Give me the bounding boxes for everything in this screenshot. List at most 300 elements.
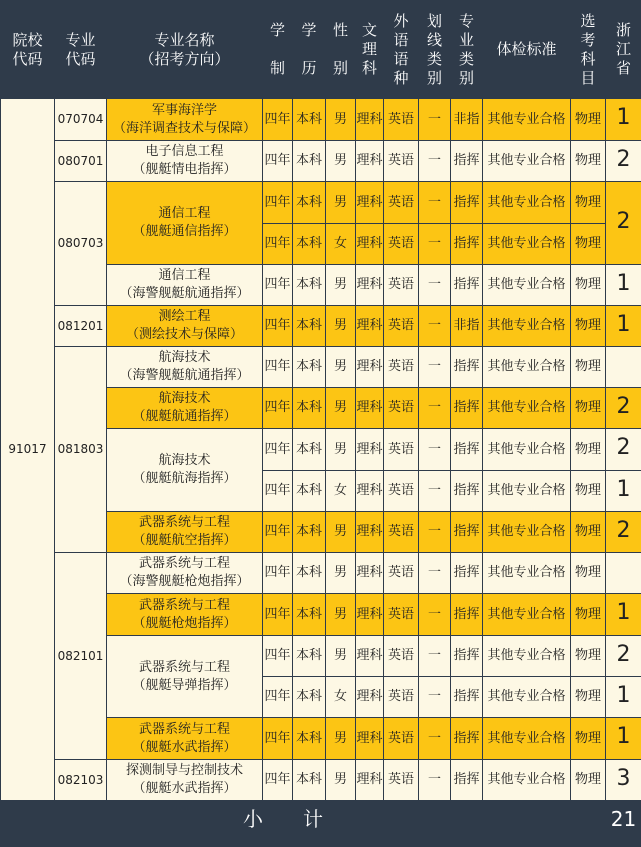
degree-cell [293,182,326,224]
quota-cell [606,718,641,760]
duration-cell [263,636,293,677]
table-row [1,553,641,594]
lang-cell [384,429,419,471]
degree-cell [293,388,326,429]
major-name-cell [107,429,263,512]
physical-cell [483,760,571,801]
physical-cell-text: 其他专业合格 [487,483,566,498]
gender-cell [326,347,356,388]
table-row [1,182,641,224]
quota-cell [606,471,641,512]
gender-cell-text: 男 [333,606,347,622]
major-code-cell-text: 080703 [57,236,104,250]
quota-cell-text: 1 [616,270,631,296]
subject-cell [571,306,606,347]
duration-cell [263,553,293,594]
lang-cell [384,760,419,801]
line-type-cell [419,594,451,636]
gender-cell-text: 男 [333,359,347,374]
gender-cell [326,265,356,306]
header-major-code: 专业 代码 [55,1,107,99]
quota-cell-text: 3 [616,765,631,791]
quota-cell [606,141,641,182]
physical-cell [483,347,571,388]
category-cell [356,553,384,594]
quota-cell [606,553,641,594]
header-subject: 选 考 科 目 [571,1,606,99]
degree-cell [293,718,326,760]
major-code-cell-text: 080701 [57,153,104,168]
gender-cell-text: 女 [333,689,347,704]
subject-cell [571,553,606,594]
gender-cell-text: 女 [333,236,347,251]
major-type-cell-text: 非指 [453,318,480,333]
lang-cell [384,265,419,306]
category-cell [356,677,384,718]
degree-cell [293,636,326,677]
subject-cell-text: 物理 [574,400,601,415]
lang-cell-text: 英语 [387,194,414,210]
lang-cell-text: 英语 [387,400,414,415]
line-type-cell-text: 一 [427,689,441,704]
lang-cell-text: 英语 [387,359,414,374]
gender-cell [326,429,356,471]
line-type-cell-text: 一 [427,153,441,168]
major-name-cell-text: 军事海洋学 （海洋调查技术与保障） [112,102,256,136]
category-cell [356,182,384,224]
major-code-cell [55,99,107,141]
subject-cell-text: 物理 [574,236,601,251]
line-type-cell-text: 一 [427,194,441,210]
physical-cell [483,429,571,471]
subtotal-row [1,801,641,841]
physical-cell-text: 其他专业合格 [487,153,566,168]
major-type-cell [451,636,483,677]
lang-cell-text: 英语 [387,772,414,787]
physical-cell [483,553,571,594]
line-type-cell [419,388,451,429]
gender-cell [326,224,356,265]
degree-cell-text: 本科 [295,111,322,127]
major-name-cell [107,265,263,306]
duration-cell-text: 四年 [264,606,291,622]
lang-cell-text: 英语 [387,277,414,292]
category-cell-text: 理科 [356,277,383,292]
gender-cell-text: 男 [333,318,347,333]
major-type-cell-text: 指挥 [453,400,480,415]
quota-cell [606,760,641,801]
line-type-cell [419,347,451,388]
degree-cell [293,677,326,718]
line-type-cell [419,99,451,141]
category-cell-text: 理科 [356,648,383,663]
subject-cell [571,182,606,224]
physical-cell-text: 其他专业合格 [487,236,566,251]
gender-cell-text: 男 [333,648,347,663]
gender-cell-text: 男 [333,565,347,580]
line-type-cell-text: 一 [427,648,441,663]
degree-cell [293,760,326,801]
subject-cell-text: 物理 [574,111,601,127]
duration-cell-text: 四年 [264,153,291,168]
physical-cell [483,471,571,512]
duration-cell [263,718,293,760]
category-cell [356,388,384,429]
subject-cell-text: 物理 [574,730,601,746]
degree-cell-text: 本科 [295,483,322,498]
lang-cell [384,636,419,677]
quota-cell-text: 1 [616,724,631,749]
lang-cell-text: 英语 [387,111,414,127]
major-name-cell-text: 通信工程 （舰艇通信指挥） [132,206,237,239]
quota-cell [606,99,641,141]
category-cell-text: 理科 [356,194,383,210]
subject-cell-text: 物理 [574,689,601,704]
physical-cell-text: 其他专业合格 [487,730,566,746]
subject-cell-text: 物理 [574,318,601,333]
lang-cell [384,553,419,594]
duration-cell-text: 四年 [264,318,291,333]
major-name-cell [107,182,263,265]
line-type-cell [419,265,451,306]
header-province: 浙 江 省 [606,1,641,99]
subject-cell-text: 物理 [574,441,601,457]
category-cell [356,265,384,306]
duration-cell [263,512,293,553]
subject-cell [571,677,606,718]
line-type-cell [419,677,451,718]
category-cell-text: 理科 [356,483,383,498]
quota-cell-text: 2 [616,435,631,460]
lang-cell [384,99,419,141]
major-type-cell [451,347,483,388]
duration-cell [263,594,293,636]
lang-cell [384,388,419,429]
gender-cell-text: 男 [333,772,347,787]
major-type-cell-text: 指挥 [453,359,480,374]
line-type-cell-text: 一 [427,565,441,580]
quota-cell-text: 2 [616,517,631,543]
quota-cell [606,512,641,553]
degree-cell-text: 本科 [295,194,322,210]
major-name-cell-text: 航海技术 （海警舰艇航通指挥） [119,350,250,383]
category-cell-text: 理科 [356,524,383,539]
major-type-cell [451,718,483,760]
header-gender: 性 别 [326,1,356,99]
subject-cell [571,347,606,388]
quota-cell [606,182,641,265]
degree-cell-text: 本科 [295,359,322,374]
subject-cell [571,388,606,429]
degree-cell-text: 本科 [295,730,322,746]
subject-cell-text: 物理 [574,277,601,292]
physical-cell [483,512,571,553]
line-type-cell [419,306,451,347]
category-cell-text: 理科 [356,441,383,457]
subject-cell-text: 物理 [574,772,601,787]
physical-cell-text: 其他专业合格 [487,318,566,333]
major-type-cell-text: 指挥 [453,524,480,539]
gender-cell-text: 男 [333,400,347,415]
major-type-cell [451,760,483,801]
line-type-cell-text: 一 [427,606,441,622]
category-cell-text: 理科 [356,400,383,415]
subtotal-label: 小计 [1,801,606,841]
category-cell [356,99,384,141]
category-cell-text: 理科 [356,606,383,622]
gender-cell [326,594,356,636]
major-name-cell-text: 航海技术 （舰艇航通指挥） [132,391,237,424]
major-type-cell [451,429,483,471]
category-cell [356,306,384,347]
major-type-cell [451,99,483,141]
quota-cell [606,429,641,471]
major-type-cell-text: 指挥 [453,277,480,292]
physical-cell-text: 其他专业合格 [487,194,566,210]
duration-cell-text: 四年 [264,441,291,457]
duration-cell-text: 四年 [264,772,291,787]
lang-cell-text: 英语 [387,441,414,457]
physical-cell [483,224,571,265]
category-cell-text: 理科 [356,111,383,127]
physical-cell [483,677,571,718]
duration-cell-text: 四年 [264,194,291,210]
gender-cell-text: 男 [333,730,347,746]
quota-cell-text: 2 [616,208,631,234]
major-name-cell-text: 航海技术 （舰艇航海指挥） [132,453,237,486]
line-type-cell [419,760,451,801]
line-type-cell [419,182,451,224]
major-type-cell-text: 指挥 [453,441,480,457]
subject-cell-text: 物理 [574,648,601,663]
gender-cell [326,512,356,553]
gender-cell [326,141,356,182]
major-type-cell [451,471,483,512]
lang-cell-text: 英语 [387,153,414,168]
duration-cell [263,99,293,141]
subject-cell [571,636,606,677]
duration-cell [263,224,293,265]
line-type-cell-text: 一 [427,730,441,746]
duration-cell-text: 四年 [264,689,291,704]
major-name-cell [107,636,263,718]
degree-cell [293,429,326,471]
gender-cell [326,553,356,594]
lang-cell-text: 英语 [387,565,414,580]
gender-cell-text: 男 [333,277,347,292]
major-type-cell-text: 指挥 [453,772,480,787]
quota-cell [606,636,641,677]
lang-cell [384,512,419,553]
major-type-cell-text: 指挥 [453,689,480,704]
lang-cell-text: 英语 [387,524,414,539]
physical-cell [483,265,571,306]
category-cell-text: 理科 [356,565,383,580]
header-physical: 体检标准 [483,1,571,99]
subject-cell [571,471,606,512]
duration-cell-text: 四年 [264,111,291,127]
subject-cell-text: 物理 [574,153,601,168]
category-cell-text: 理科 [356,359,383,374]
quota-cell [606,388,641,429]
subject-cell-text: 物理 [574,565,601,580]
gender-cell-text: 男 [333,111,347,127]
duration-cell-text: 四年 [264,730,291,746]
degree-cell [293,265,326,306]
duration-cell [263,760,293,801]
subtotal-total: 21 [606,801,641,841]
degree-cell-text: 本科 [295,318,322,333]
quota-cell [606,347,641,388]
table-row [1,99,641,141]
subject-cell [571,718,606,760]
subject-cell [571,99,606,141]
physical-cell [483,594,571,636]
gender-cell [326,677,356,718]
gender-cell-text: 男 [333,153,347,168]
line-type-cell [419,512,451,553]
quota-cell-text: 1 [616,600,631,625]
line-type-cell [419,141,451,182]
duration-cell-text: 四年 [264,524,291,539]
line-type-cell-text: 一 [427,772,441,787]
duration-cell [263,388,293,429]
physical-cell [483,141,571,182]
table-row [1,347,641,388]
subject-cell [571,429,606,471]
lang-cell-text: 英语 [387,648,414,663]
lang-cell [384,141,419,182]
line-type-cell-text: 一 [427,111,441,127]
major-type-cell-text: 指挥 [453,236,480,251]
lang-cell-text: 英语 [387,730,414,746]
category-cell [356,141,384,182]
subject-cell [571,224,606,265]
quota-cell-text: 2 [616,641,631,667]
major-name-cell-text: 武器系统与工程 （舰艇导弹指挥） [132,659,237,693]
subject-cell-text: 物理 [574,606,601,622]
line-type-cell [419,553,451,594]
physical-cell-text: 其他专业合格 [487,111,566,127]
lang-cell [384,224,419,265]
lang-cell-text: 英语 [387,318,414,333]
line-type-cell [419,636,451,677]
gender-cell-text: 男 [333,441,347,457]
gender-cell [326,306,356,347]
duration-cell [263,182,293,224]
line-type-cell-text: 一 [427,359,441,374]
category-cell [356,594,384,636]
category-cell [356,512,384,553]
category-cell-text: 理科 [356,153,383,168]
line-type-cell [419,429,451,471]
major-name-cell-text: 探测制导与控制技术 （舰艇水武指挥） [125,763,243,796]
subject-cell [571,141,606,182]
degree-cell [293,306,326,347]
physical-cell [483,306,571,347]
lang-cell [384,594,419,636]
major-code-cell-text: 082103 [57,772,104,787]
major-type-cell [451,388,483,429]
degree-cell-text: 本科 [295,689,322,704]
major-type-cell-text: 指挥 [453,606,480,622]
category-cell-text: 理科 [356,318,383,333]
line-type-cell-text: 一 [427,318,441,333]
degree-cell-text: 本科 [295,441,322,457]
major-type-cell [451,265,483,306]
major-type-cell [451,677,483,718]
physical-cell [483,388,571,429]
degree-cell [293,512,326,553]
lang-cell [384,471,419,512]
duration-cell-text: 四年 [264,359,291,374]
gender-cell [326,718,356,760]
physical-cell [483,636,571,677]
physical-cell-text: 其他专业合格 [487,524,566,539]
header-duration: 学 制 [263,1,293,99]
major-type-cell [451,141,483,182]
subject-cell-text: 物理 [574,359,601,374]
header-row [1,1,641,99]
line-type-cell [419,718,451,760]
header-degree: 学 历 [293,1,326,99]
major-name-cell-text: 武器系统与工程 （海警舰艇枪炮指挥） [119,556,250,589]
major-code-cell [55,760,107,801]
degree-cell [293,224,326,265]
lang-cell-text: 英语 [387,236,414,251]
quota-cell-text: 1 [616,311,631,337]
duration-cell-text: 四年 [264,236,291,251]
major-name-cell [107,553,263,594]
degree-cell-text: 本科 [295,524,322,539]
major-name-cell-text: 通信工程 （海警舰艇航通指挥） [119,268,250,301]
major-code-cell-text: 081803 [57,442,104,456]
category-cell [356,471,384,512]
degree-cell-text: 本科 [295,606,322,622]
header-category: 文 理 科 [356,1,384,99]
physical-cell [483,182,571,224]
major-code-cell-text: 082101 [57,648,104,663]
physical-cell-text: 其他专业合格 [487,565,566,580]
lang-cell [384,347,419,388]
major-name-cell [107,141,263,182]
major-code-cell [55,182,107,306]
major-name-cell [107,512,263,553]
school-code-cell [1,99,55,801]
major-name-cell [107,306,263,347]
subject-cell [571,760,606,801]
lang-cell-text: 英语 [387,689,414,704]
quota-cell [606,306,641,347]
line-type-cell [419,471,451,512]
physical-cell-text: 其他专业合格 [487,359,566,374]
subject-cell-text: 物理 [574,524,601,539]
lang-cell-text: 英语 [387,483,414,498]
degree-cell-text: 本科 [295,648,322,663]
major-type-cell [451,182,483,224]
degree-cell [293,594,326,636]
major-type-cell-text: 指挥 [453,153,480,168]
major-name-cell [107,594,263,636]
subject-cell-text: 物理 [574,194,601,210]
line-type-cell [419,224,451,265]
degree-cell-text: 本科 [295,565,322,580]
subject-cell [571,594,606,636]
school-code-cell-text: 91017 [8,442,47,456]
quota-cell [606,677,641,718]
duration-cell [263,429,293,471]
lang-cell [384,677,419,718]
